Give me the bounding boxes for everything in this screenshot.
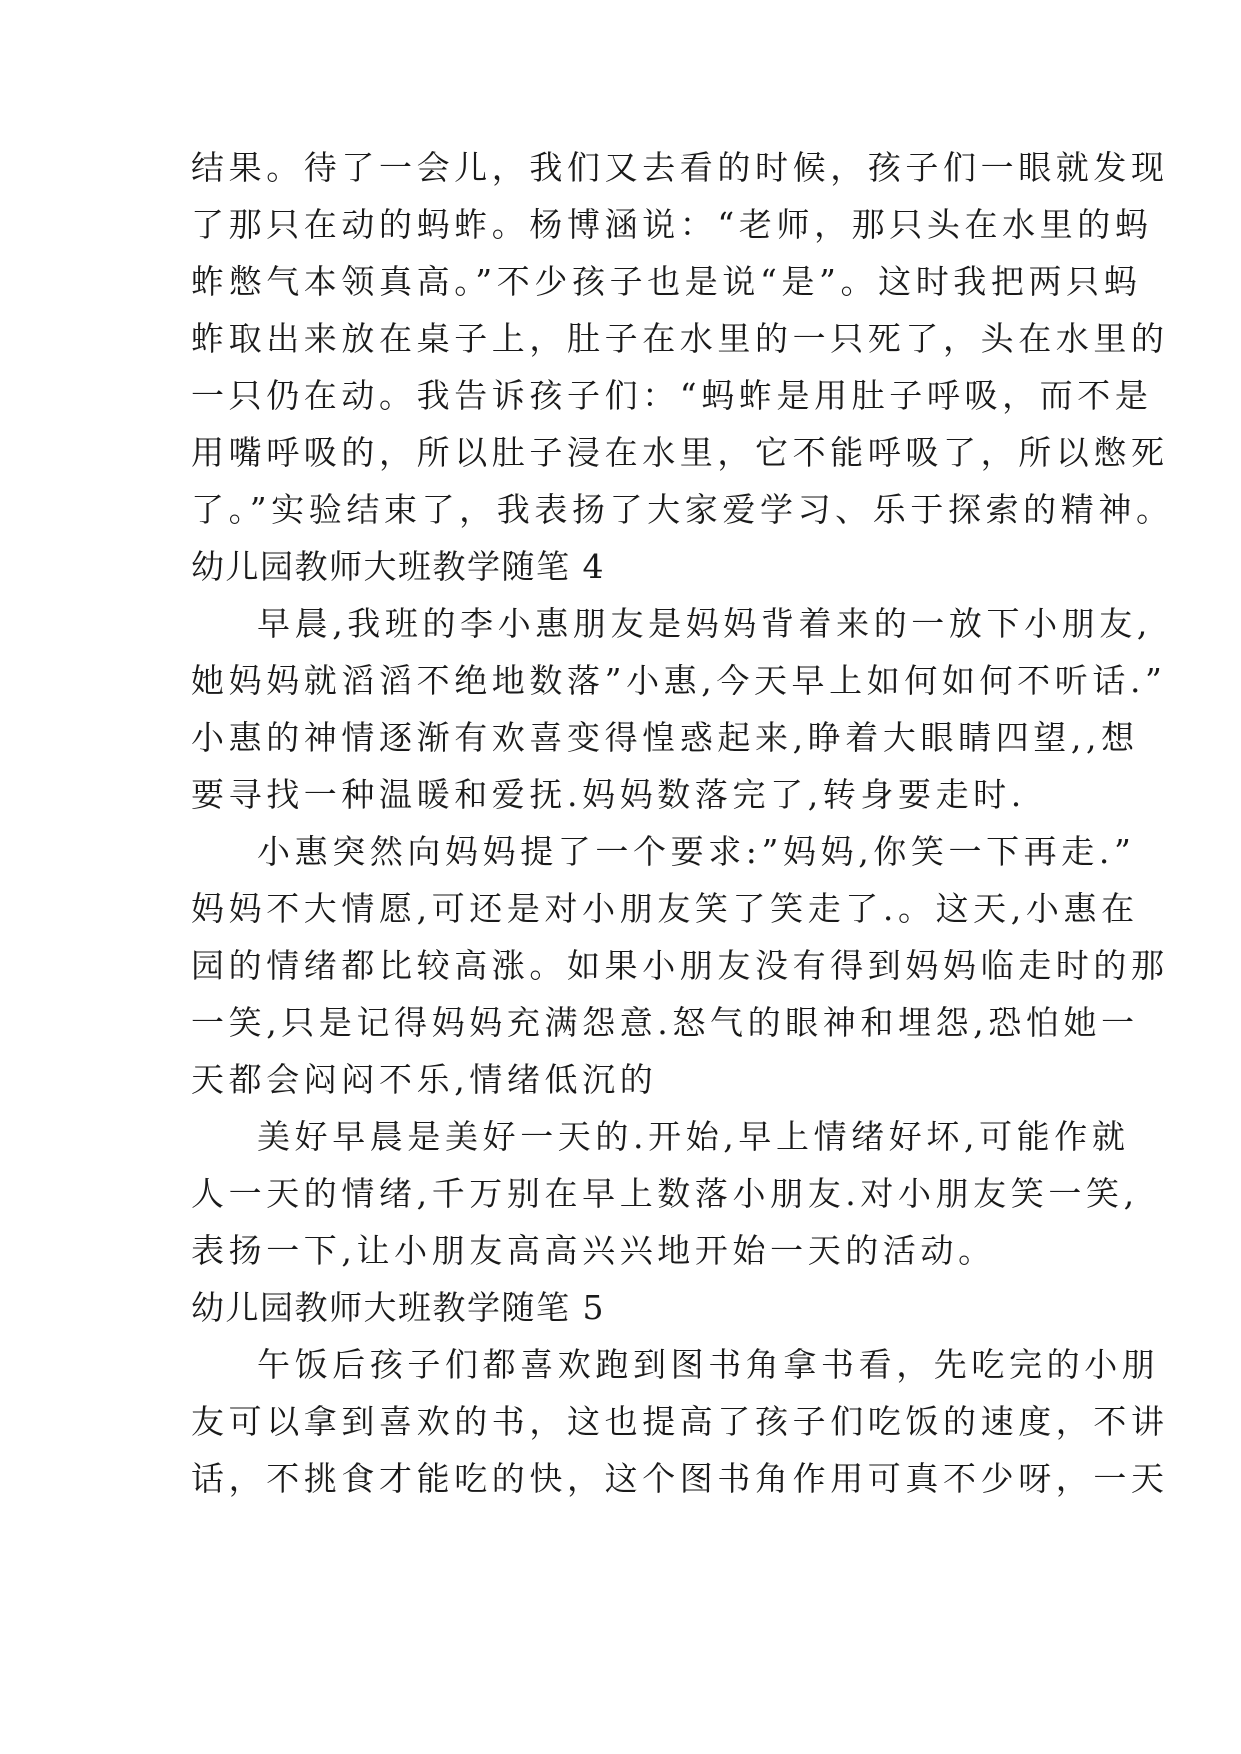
section-heading: 幼儿园教师大班教学随笔 5 bbox=[191, 1288, 605, 1327]
body-text-line: 美好早晨是美好一天的.开始,早上情绪好坏,可能作就 bbox=[257, 1117, 1130, 1156]
body-text-line: 她妈妈就滔滔不绝地数落”小惠,今天早上如何如何不听话.” bbox=[191, 661, 1167, 700]
body-text-line: 早晨,我班的李小惠朋友是妈妈背着来的一放下小朋友, bbox=[257, 604, 1152, 643]
body-text-line: 小惠突然向妈妈提了一个要求:”妈妈,你笑一下再走.” bbox=[257, 832, 1136, 871]
body-text-line: 表扬一下,让小朋友高高兴兴地开始一天的活动。 bbox=[191, 1231, 996, 1270]
body-text-line: 小惠的神情逐渐有欢喜变得惶惑起来,睁着大眼睛四望,,想 bbox=[191, 718, 1139, 757]
body-text-line: 蚱取出来放在桌子上，肚子在水里的一只死了，头在水里的 bbox=[191, 319, 1169, 358]
body-text-line: 结果。待了一会儿，我们又去看的时候，孩子们一眼就发现 bbox=[191, 148, 1169, 187]
body-text-line: 用嘴呼吸的，所以肚子浸在水里，它不能呼吸了，所以憋死 bbox=[191, 433, 1169, 472]
body-text-line: 要寻找一种温暖和爱抚.妈妈数落完了,转身要走时. bbox=[191, 775, 1026, 814]
section-heading: 幼儿园教师大班教学随笔 4 bbox=[191, 547, 605, 586]
body-text-line: 人一天的情绪,千万别在早上数落小朋友.对小朋友笑一笑, bbox=[191, 1174, 1139, 1213]
body-text-line: 了。”实验结束了，我表扬了大家爱学习、乐于探索的精神。 bbox=[191, 490, 1174, 529]
body-text-line: 一只仍在动。我告诉孩子们：“蚂蚱是用肚子呼吸，而不是 bbox=[191, 376, 1153, 415]
body-text-line: 一笑,只是记得妈妈充满怨意.怒气的眼神和埋怨,恐怕她一 bbox=[191, 1003, 1139, 1042]
body-text-line: 妈妈不大情愿,可还是对小朋友笑了笑走了.。这天,小惠在 bbox=[191, 889, 1139, 928]
body-text-line: 话，不挑食才能吃的快，这个图书角作用可真不少呀，一天 bbox=[191, 1459, 1169, 1498]
body-text-line: 午饭后孩子们都喜欢跑到图书角拿书看，先吃完的小朋 bbox=[257, 1345, 1160, 1384]
body-text-line: 了那只在动的蚂蚱。杨博涵说：“老师，那只头在水里的蚂 bbox=[191, 205, 1153, 244]
body-text-line: 友可以拿到喜欢的书，这也提高了孩子们吃饭的速度，不讲 bbox=[191, 1402, 1169, 1441]
body-text-line: 蚱憋气本领真高。”不少孩子也是说“是”。这时我把两只蚂 bbox=[191, 262, 1142, 301]
body-text-line: 天都会闷闷不乐,情绪低沉的 bbox=[191, 1060, 658, 1099]
body-text-line: 园的情绪都比较高涨。如果小朋友没有得到妈妈临走时的那 bbox=[191, 946, 1169, 985]
